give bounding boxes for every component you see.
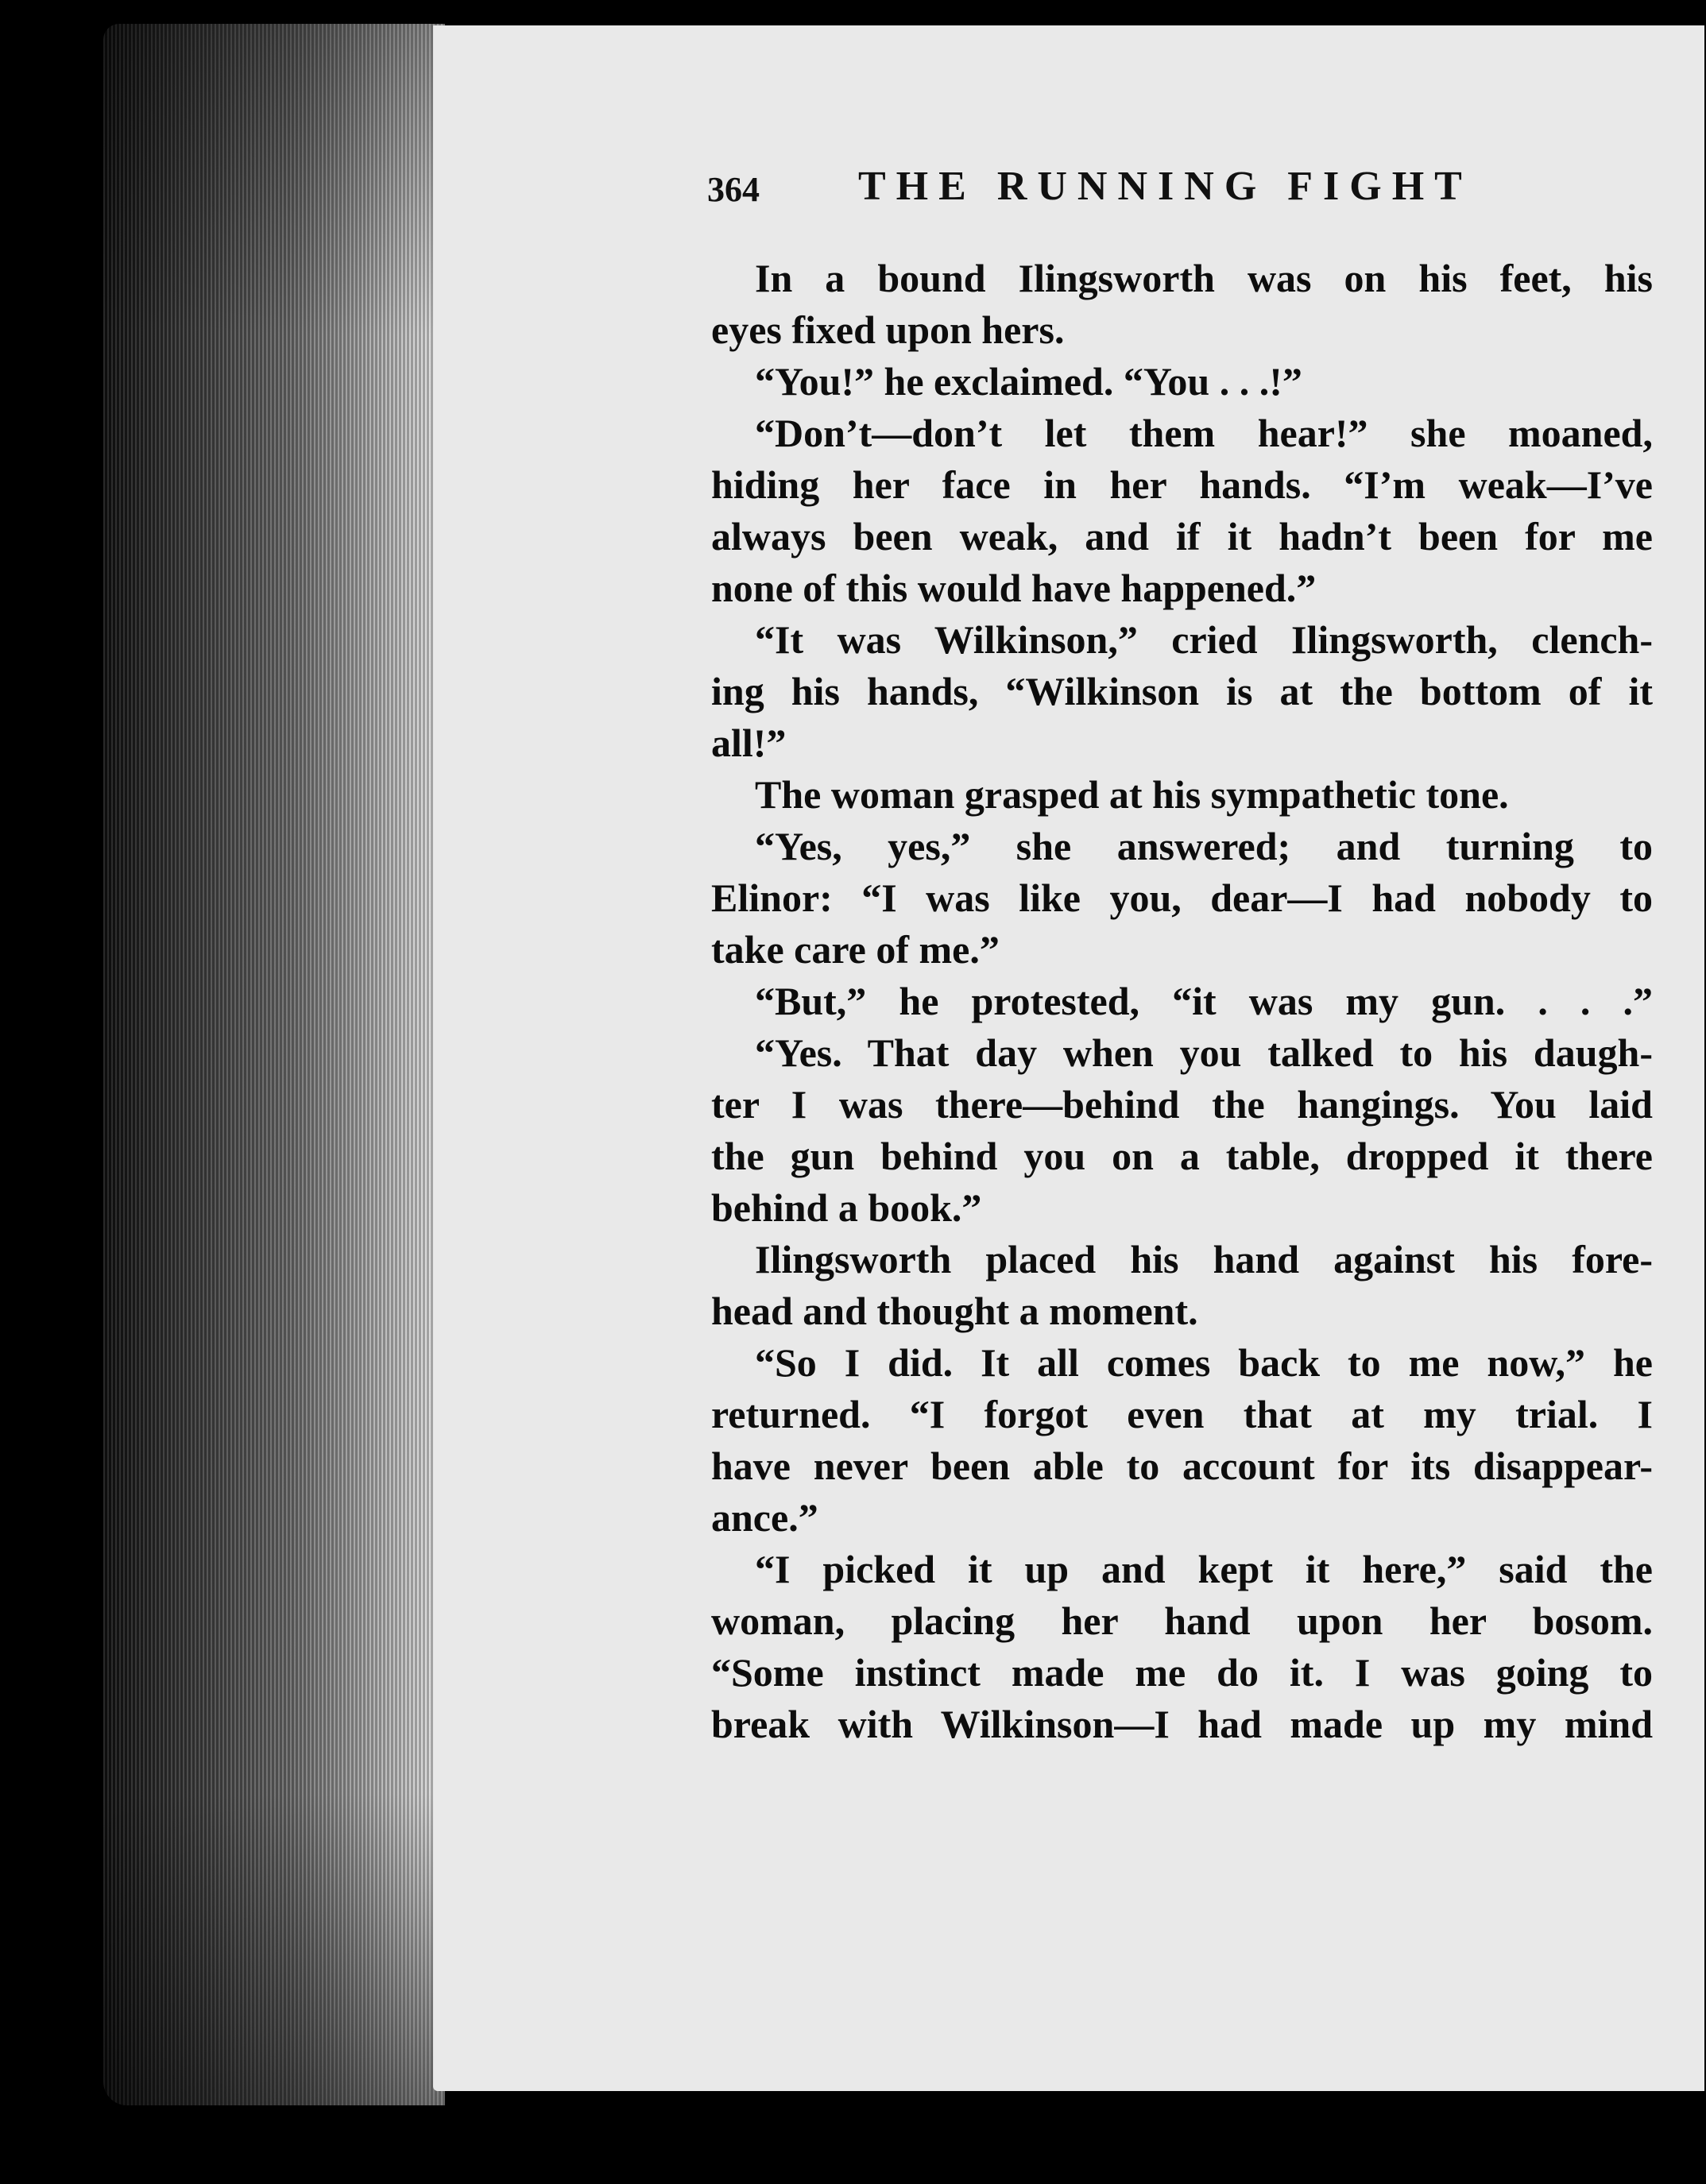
text-line: break with Wilkinson—I had made up my mind <box>711 1702 1653 1746</box>
text-line: “But,” he protested, “it was my gun. . . .” <box>755 979 1653 1023</box>
text-line: eyes fixed upon hers. <box>711 307 1065 352</box>
text-line: “Yes. That day when you talked to his daugh- <box>755 1030 1653 1075</box>
text-line: “You!” he exclaimed. “You . . .!” <box>755 359 1302 404</box>
text-line: “So I did. It all comes back to me now,” he <box>755 1340 1653 1385</box>
text-line: ter I was there—behind the hangings. You laid <box>711 1082 1653 1127</box>
page-header <box>707 163 1661 218</box>
text-line: all!” <box>711 721 787 765</box>
book-page-edges <box>103 24 445 2105</box>
text-line: ance.” <box>711 1495 818 1540</box>
text-line: “It was Wilkinson,” cried Ilingsworth, clench- <box>755 617 1653 662</box>
body-text <box>711 253 1653 1750</box>
text-line: The woman grasped at his sympathetic tone. <box>755 772 1509 817</box>
running-head: THE RUNNING FIGHT <box>858 164 1472 209</box>
text-line: “Yes, yes,” she answered; and turning to <box>755 824 1653 868</box>
text-line: the gun behind you on a table, dropped it there <box>711 1134 1653 1178</box>
text-line: behind a book.” <box>711 1185 982 1230</box>
text-line: take care of me.” <box>711 927 1000 972</box>
page-number: 364 <box>707 170 760 209</box>
text-line: “I picked it up and kept it here,” said the <box>755 1547 1653 1591</box>
text-line: none of this would have happened.” <box>711 566 1317 610</box>
text-line: hiding her face in her hands. “I’m weak—I’ve <box>711 462 1653 507</box>
page-edge-shadow <box>103 24 445 2105</box>
text-line: Ilingsworth placed his hand against his fore- <box>755 1237 1653 1281</box>
text-line: woman, placing her hand upon her bosom. <box>711 1598 1653 1643</box>
text-line: “Don’t—don’t let them hear!” she moaned, <box>755 411 1653 455</box>
text-line: “Some instinct made me do it. I was going to <box>711 1650 1653 1695</box>
text-line: In a bound Ilingsworth was on his feet, his <box>755 256 1653 300</box>
text-line: have never been able to account for its disappear- <box>711 1444 1653 1488</box>
text-line: always been weak, and if it hadn’t been for me <box>711 514 1653 559</box>
text-line: returned. “I forgot even that at my trial. I <box>711 1392 1653 1436</box>
text-line: Elinor: “I was like you, dear—I had nobody to <box>711 876 1653 920</box>
text-line: ing his hands, “Wilkinson is at the bottom of it <box>711 669 1653 713</box>
text-line: head and thought a moment. <box>711 1289 1198 1333</box>
